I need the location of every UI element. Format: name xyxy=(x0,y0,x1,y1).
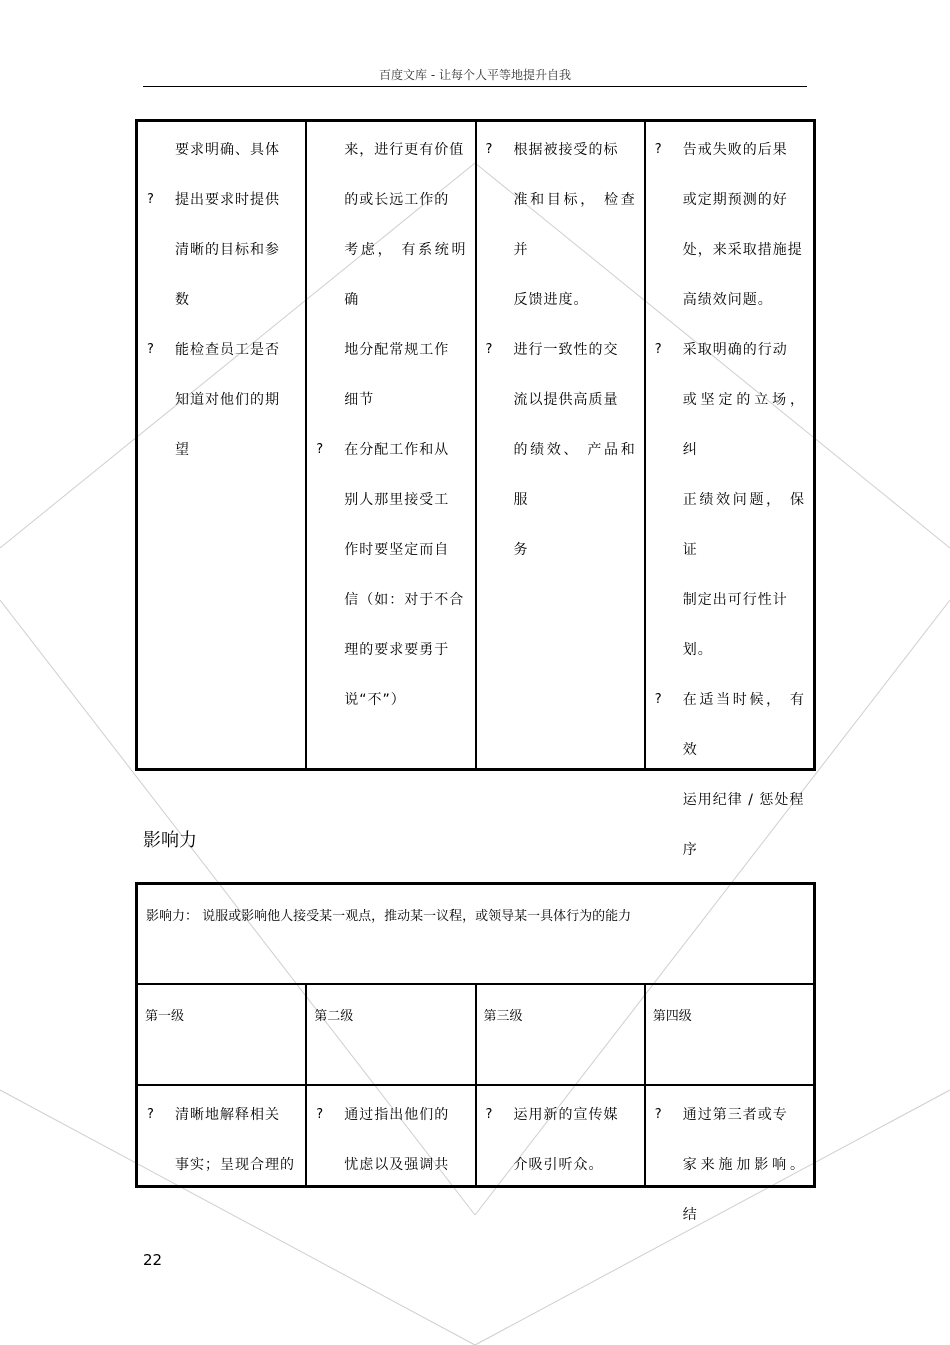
bullet-line: 在适当时候， 有效 xyxy=(682,692,805,758)
level-2-items xyxy=(305,1086,474,1185)
bullet-line: 提出要求时提供 xyxy=(175,192,280,208)
influence-table xyxy=(135,882,816,1223)
bullet-line: 反馈进度。 xyxy=(513,292,589,308)
bullet-line: 制定出可行性计 xyxy=(682,592,788,608)
bullet-mark: ? xyxy=(654,342,663,357)
bullet-line: 来，进行更有价值 xyxy=(344,142,465,158)
bullet-line: 正绩效问题， 保证 xyxy=(682,492,805,558)
bullet-line: 望 xyxy=(175,442,190,458)
bullet-mark: ? xyxy=(485,142,494,157)
bullet-line: 事实；呈现合理的 xyxy=(175,1157,295,1173)
bullet-item xyxy=(477,125,644,325)
bullet-line: 运用纪律 / 惩处程 xyxy=(682,792,805,808)
bullet-mark: ? xyxy=(316,1107,325,1122)
level-2-header: 第二级 xyxy=(305,985,474,1084)
bullet-line: 在分配工作和从 xyxy=(344,442,450,458)
bullet-mark: ? xyxy=(147,1107,155,1122)
bullet-line: 考虑， 有系统明确 xyxy=(344,242,467,308)
bullet-line: 知道对他们的期 xyxy=(175,392,280,408)
page-number: 22 xyxy=(143,1251,163,1269)
bullet-line: 别人那里接受工 xyxy=(344,492,450,508)
bullet-line: 地分配常规工作 xyxy=(344,342,450,358)
bullet-line: 准和目标， 检查并 xyxy=(513,192,636,258)
bullet-item xyxy=(646,325,813,675)
bullet-line: 高绩效问题。 xyxy=(682,292,773,308)
bullet-line: 忧虑以及强调共 xyxy=(344,1157,450,1173)
bullet-line: 处，来采取措施提 xyxy=(682,242,803,258)
bullet-line: 通过第三者或专 xyxy=(682,1107,788,1123)
table1-column-level2 xyxy=(305,122,474,768)
bullet-item xyxy=(646,1090,813,1240)
bullet-line: 或坚定的立场， 纠 xyxy=(682,392,805,458)
bullet-line: 采取明确的行动 xyxy=(682,342,788,358)
table1-column-level1 xyxy=(138,122,305,768)
section-title: 影响力 xyxy=(143,830,197,851)
bullet-mark: ? xyxy=(654,142,663,157)
bullet-line: 家来施加影响。 结 xyxy=(682,1157,805,1223)
bullet-line: 或定期预测的好 xyxy=(682,192,788,208)
bullet-line: 数 xyxy=(175,292,190,308)
bullet-line: 运用新的宣传媒 xyxy=(513,1107,619,1123)
bullet-line: 务 xyxy=(513,542,529,558)
bullet-line: 通过指出他们的 xyxy=(344,1107,450,1123)
page-header: 百度文库 - 让每个人平等地提升自我 xyxy=(379,68,571,82)
bullet-mark: ? xyxy=(654,1107,663,1122)
bullet-item xyxy=(307,125,474,425)
bullet-line: 作时要坚定而自 xyxy=(344,542,450,558)
level-1-header: 第一级 xyxy=(145,1009,185,1024)
bullet-mark: ? xyxy=(485,1107,494,1122)
bullet-item xyxy=(477,1090,644,1190)
bullet-item xyxy=(138,125,305,175)
level-4-items xyxy=(644,1086,813,1223)
bullet-mark: ? xyxy=(147,342,155,357)
bullet-line: 细节 xyxy=(344,392,375,408)
table1-column-level3 xyxy=(475,122,644,768)
bullet-mark: ? xyxy=(485,342,494,357)
level-items-row xyxy=(138,1086,813,1223)
bullet-line: 根据被接受的标 xyxy=(513,142,619,158)
bullet-item xyxy=(646,125,813,325)
level-3-items xyxy=(475,1086,644,1185)
level-3-header: 第三级 xyxy=(475,985,644,1084)
header-rule xyxy=(143,86,807,87)
bullet-line: 告戒失败的后果 xyxy=(682,142,788,158)
bullet-item xyxy=(646,675,813,875)
bullet-line: 说“不”） xyxy=(344,692,406,708)
bullet-item xyxy=(138,1090,305,1190)
bullet-line: 能检查员工是否 xyxy=(175,342,280,358)
bullet-item xyxy=(138,325,305,475)
bullet-mark: ? xyxy=(147,192,155,207)
bullet-item xyxy=(307,425,474,725)
bullet-line: 划。 xyxy=(682,642,713,658)
bullet-item xyxy=(307,1090,474,1190)
bullet-line: 清晰的目标和参 xyxy=(175,242,280,258)
bullet-item xyxy=(138,175,305,325)
bullet-line: 信（如：对于不合 xyxy=(344,592,465,608)
bullet-line: 理的要求要勇于 xyxy=(344,642,450,658)
bullet-line: 序 xyxy=(682,842,698,858)
level-header-row xyxy=(138,985,813,1086)
bullet-line: 的或长远工作的 xyxy=(344,192,450,208)
bullet-line: 进行一致性的交 xyxy=(513,342,619,358)
level-1-items xyxy=(138,1086,305,1185)
bullet-line: 的绩效、 产品和服 xyxy=(513,442,636,508)
bullet-mark: ? xyxy=(654,692,663,707)
bullet-line: 流以提供高质量 xyxy=(513,392,619,408)
influence-definition: 影响力： 说服或影响他人接受某一观点，推动某一议程，或领导某一具体行为的能力 xyxy=(138,885,813,985)
bullet-line: 介吸引听众。 xyxy=(513,1157,604,1173)
bullet-line: 清晰地解释相关 xyxy=(175,1107,280,1123)
bullet-mark: ? xyxy=(316,442,325,457)
level-4-header: 第四级 xyxy=(644,985,813,1084)
bullet-line: 要求明确、具体 xyxy=(175,142,280,158)
bullet-item xyxy=(477,325,644,575)
table1-column-level4 xyxy=(644,122,813,858)
